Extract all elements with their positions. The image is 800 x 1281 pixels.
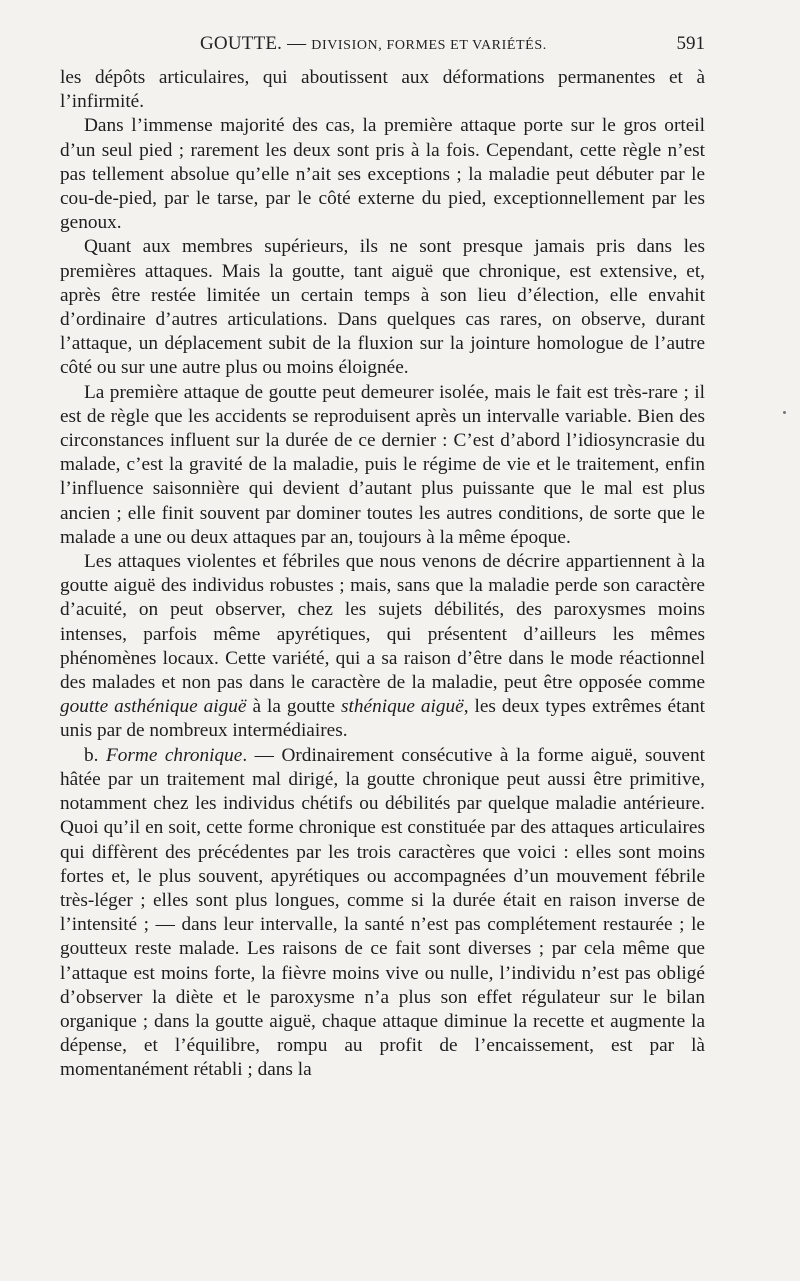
paragraph-text: à la goutte xyxy=(246,696,342,718)
section-title-chronic-form: Forme chronique xyxy=(105,744,243,766)
page-body xyxy=(60,66,705,1083)
section-label: b. xyxy=(84,744,106,766)
running-header xyxy=(60,33,705,59)
italic-term-sthenic: sthénique aiguë xyxy=(341,696,464,718)
paragraph-asthenic-variety xyxy=(60,550,705,744)
paragraph-text: . — Ordinairement consécutive à la forme aiguë, souvent hâtée par un traitement mal dirigé, la goutte chronique peut aussi être primitive, notamment chez les individus chétifs ou débilités par quelque maladie antérieure. Quoi qu’il en soit, cette forme chronique est constituée par des attaques articulaires qui diffèrent des précédentes par les trois caractères que voici : elles sont moins fortes et, le plus souvent, apyrétiques ou accompagnées d’un mouvement fébrile très-léger ; elles sont plus longues, comme si la durée était en raison inverse de l’intensité ; — dans leur intervalle, la santé n’est pas complétement restaurée ; le goutteux reste malade. Les raisons de ce fait sont diverses ; par cela même que l’attaque est moins forte, la fièvre moins vive ou nulle, l’individu n’est pas obligé d’observer la diète et le paroxysme n’a plus son effet régulateur sur le bilan organique ; dans la goutte aiguë, chaque attaque diminue la recette et augmente la dépense, et l’équilibre, rompu au profit de l’encaissement, est par là momentanément rétabli ; dans la xyxy=(60,744,705,1081)
running-head-main: GOUTTE. — xyxy=(200,33,312,54)
paragraph-continuation: les dépôts articulaires, qui aboutissent aux déformations permanentes et à l’infirmité. xyxy=(60,67,705,113)
page-number: 591 xyxy=(676,33,705,54)
paragraph-text: Les attaques violentes et fébriles que nous venons de décrire appartiennent à la goutte aiguë des individus robustes ; mais, sans que la maladie perde son caractère d’acuité, on peut observer, chez les sujets débilités, des paroxysmes moins intenses, parfois même apyrétiques, qui présentent d’ailleurs les mêmes phénomènes locaux. Cette variété, qui a sa raison d’être dans le mode réactionnel des malades et non pas dans le caractère de la maladie, peut être opposée comme xyxy=(60,551,705,694)
running-head-section: DIVISION, FORMES ET VARIÉTÉS. xyxy=(311,38,547,53)
paragraph-attack-recurrence: La première attaque de goutte peut demeurer isolée, mais le fait est très-rare ; il est de règle que les accidents se reproduisent après un intervalle variable. Bien des circonstances influent sur la durée de ce dernier : C’est d’abord l’idiosyncrasie du malade, c’est la gravité de la maladie, puis le régime de vie et le traitement, enfin l’influence saisonnière qui devient d’autant plus puissante que le mal est plus ancien ; elle finit souvent par dominer toutes les autres conditions, de sorte que le malade a une ou deux attaques par an, toujours à la même époque. xyxy=(60,381,705,548)
running-head xyxy=(200,33,547,55)
paragraph-upper-limbs: Quant aux membres supérieurs, ils ne sont presque jamais pris dans les premières attaques. Mais la goutte, tant aiguë que chronique, est extensive, et, après être restée limitée un certain temps à son lieu d’élection, elle envahit d’ordinaire d’autres articulations. Dans quelques cas rares, on observe, durant l’attaque, un déplacement subit de la fluxion sur la jointure homologue de l’autre côté ou sur une autre plus ou moins éloignée. xyxy=(60,236,705,379)
italic-term-asthenic: goutte asthénique aiguë xyxy=(60,696,247,718)
paragraph-first-attack-location: Dans l’immense majorité des cas, la première attaque porte sur le gros orteil d’un seul pied ; rarement les deux sont pris à la fois. Cependant, cette règle n’est pas tellement absolue qu’elle n’ait ses exceptions ; la maladie peut débuter par le cou-de-pied, par le tarse, par le côté externe du pied, exceptionnellement par les genoux. xyxy=(60,115,705,234)
paragraph-text: , les deux types extrêmes étant unis par de nombreux intermédiaires. xyxy=(60,696,705,742)
print-speck xyxy=(783,411,786,414)
paragraph-chronic-form xyxy=(60,744,705,1083)
